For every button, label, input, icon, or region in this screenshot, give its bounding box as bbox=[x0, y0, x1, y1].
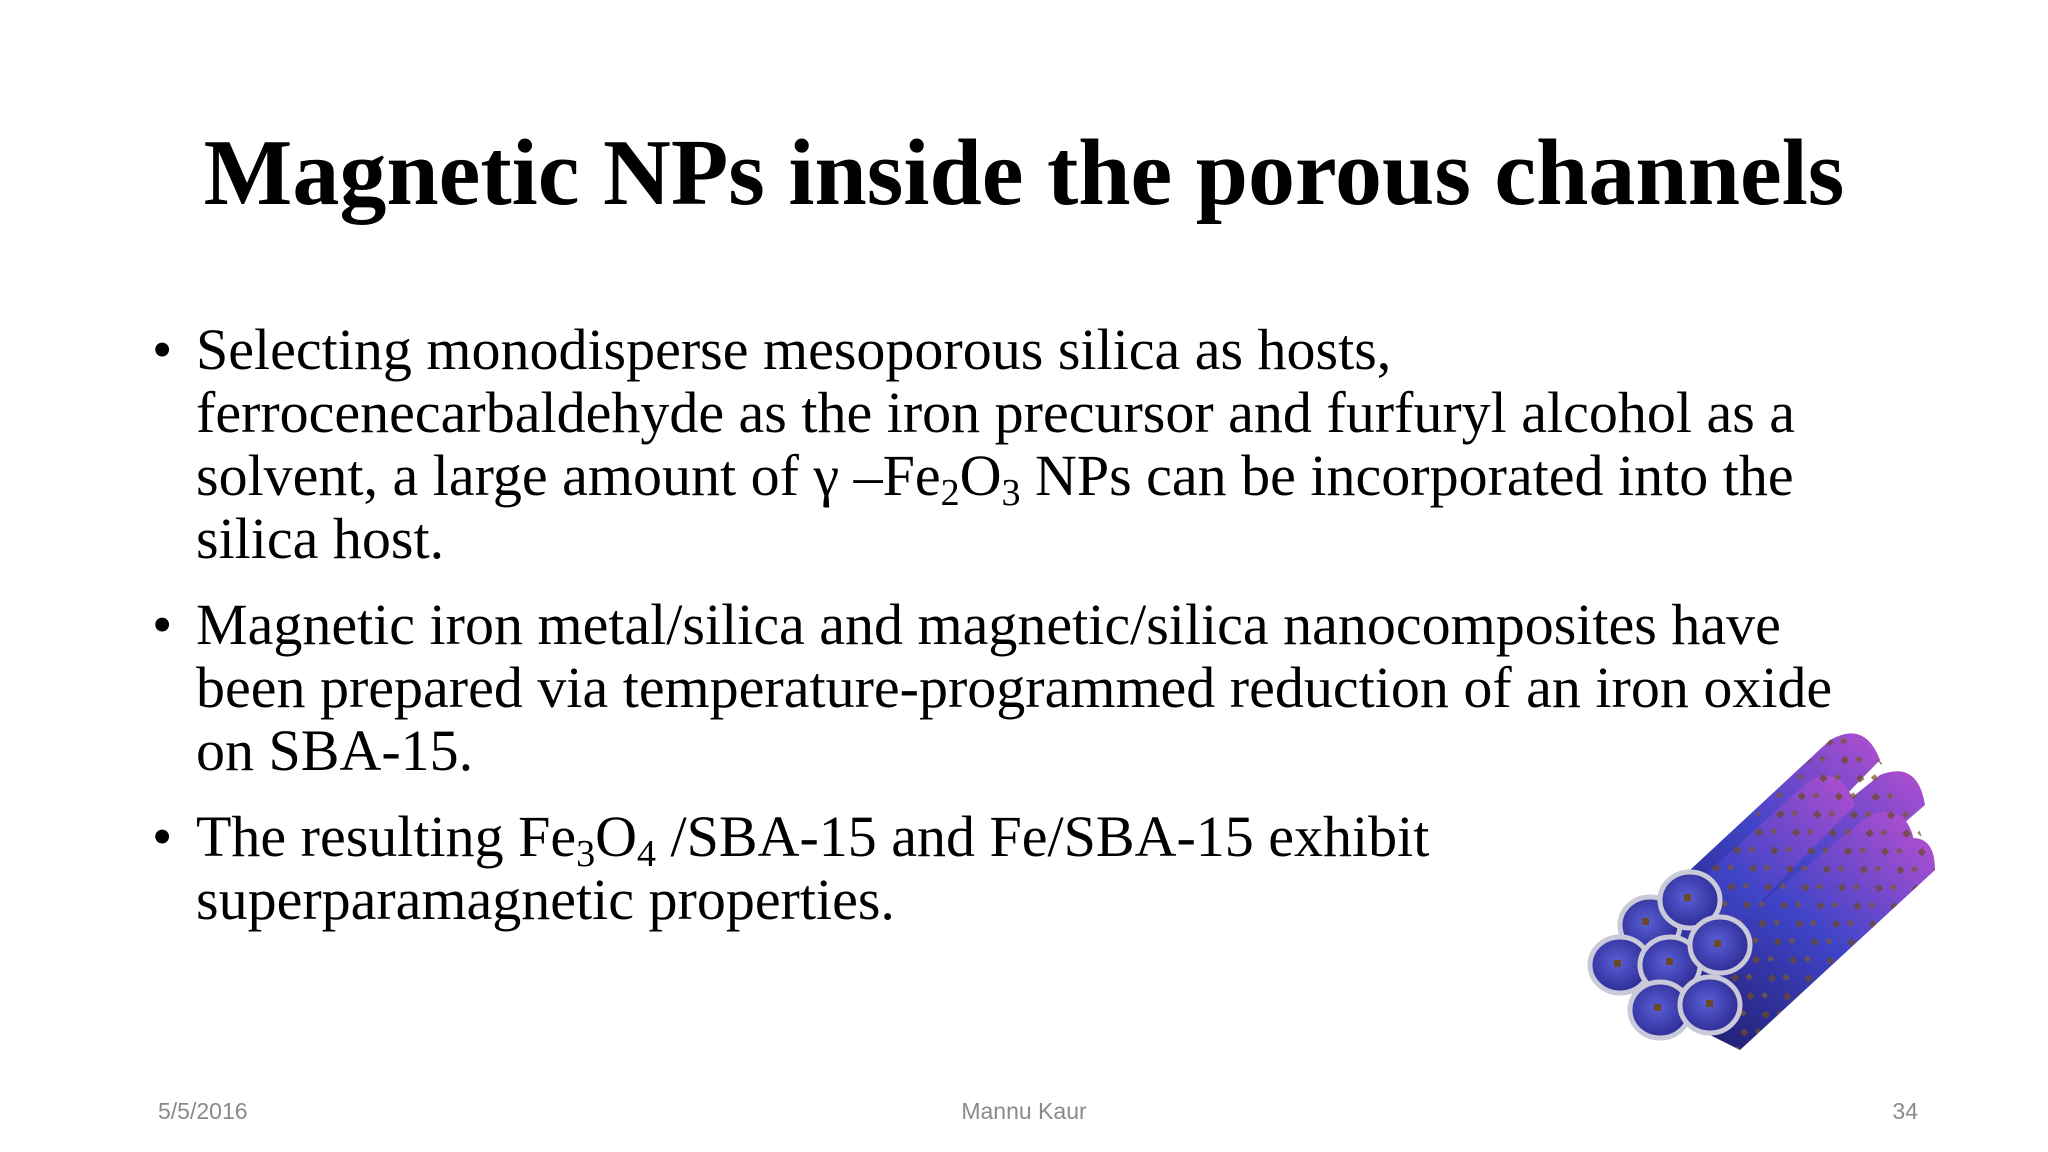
bullet-line bbox=[196, 443, 1912, 514]
bullet-item-1 bbox=[152, 318, 1912, 570]
bullet-line: been prepared via temperature-programmed reduction of an iron oxide bbox=[196, 655, 1833, 720]
bullet-line: silica host. bbox=[196, 506, 445, 571]
bullet-icon: • bbox=[152, 317, 173, 382]
footer-page-number: 34 bbox=[1892, 1098, 1918, 1124]
bullet-icon: • bbox=[152, 592, 173, 657]
text-run: NPs can be incorporated into the bbox=[1020, 443, 1794, 508]
bullet-icon: • bbox=[152, 804, 173, 869]
bullet-line: on SBA-15. bbox=[196, 718, 474, 783]
bullet-line: Magnetic iron metal/silica and magnetic/silica nanocomposites have bbox=[196, 592, 1781, 657]
subscript: 3 bbox=[1001, 472, 1021, 514]
subscript: 3 bbox=[576, 833, 596, 875]
subscript: 4 bbox=[637, 833, 657, 875]
footer-date: 5/5/2016 bbox=[158, 1098, 248, 1124]
slide-title: Magnetic NPs inside the porous channels bbox=[203, 121, 1845, 225]
subscript: 2 bbox=[940, 472, 960, 514]
text-run: The resulting Fe bbox=[196, 804, 577, 869]
bullet-line: Selecting monodisperse mesoporous silica as hosts, bbox=[196, 317, 1392, 382]
footer-author: Mannu Kaur bbox=[961, 1098, 1087, 1124]
mesoporous-silica-channels-icon bbox=[1580, 720, 1958, 1060]
bullet-line: superparamagnetic properties. bbox=[196, 867, 895, 932]
text-run: solvent, a large amount of γ –Fe bbox=[196, 443, 941, 508]
tube-bundle bbox=[1590, 733, 1935, 1050]
bullet-line: ferrocenecarbaldehyde as the iron precursor and furfuryl alcohol as a bbox=[196, 380, 1796, 445]
text-run: O bbox=[595, 804, 638, 869]
text-run: /SBA-15 and Fe/SBA-15 exhibit bbox=[656, 804, 1430, 869]
text-run: O bbox=[959, 443, 1002, 508]
